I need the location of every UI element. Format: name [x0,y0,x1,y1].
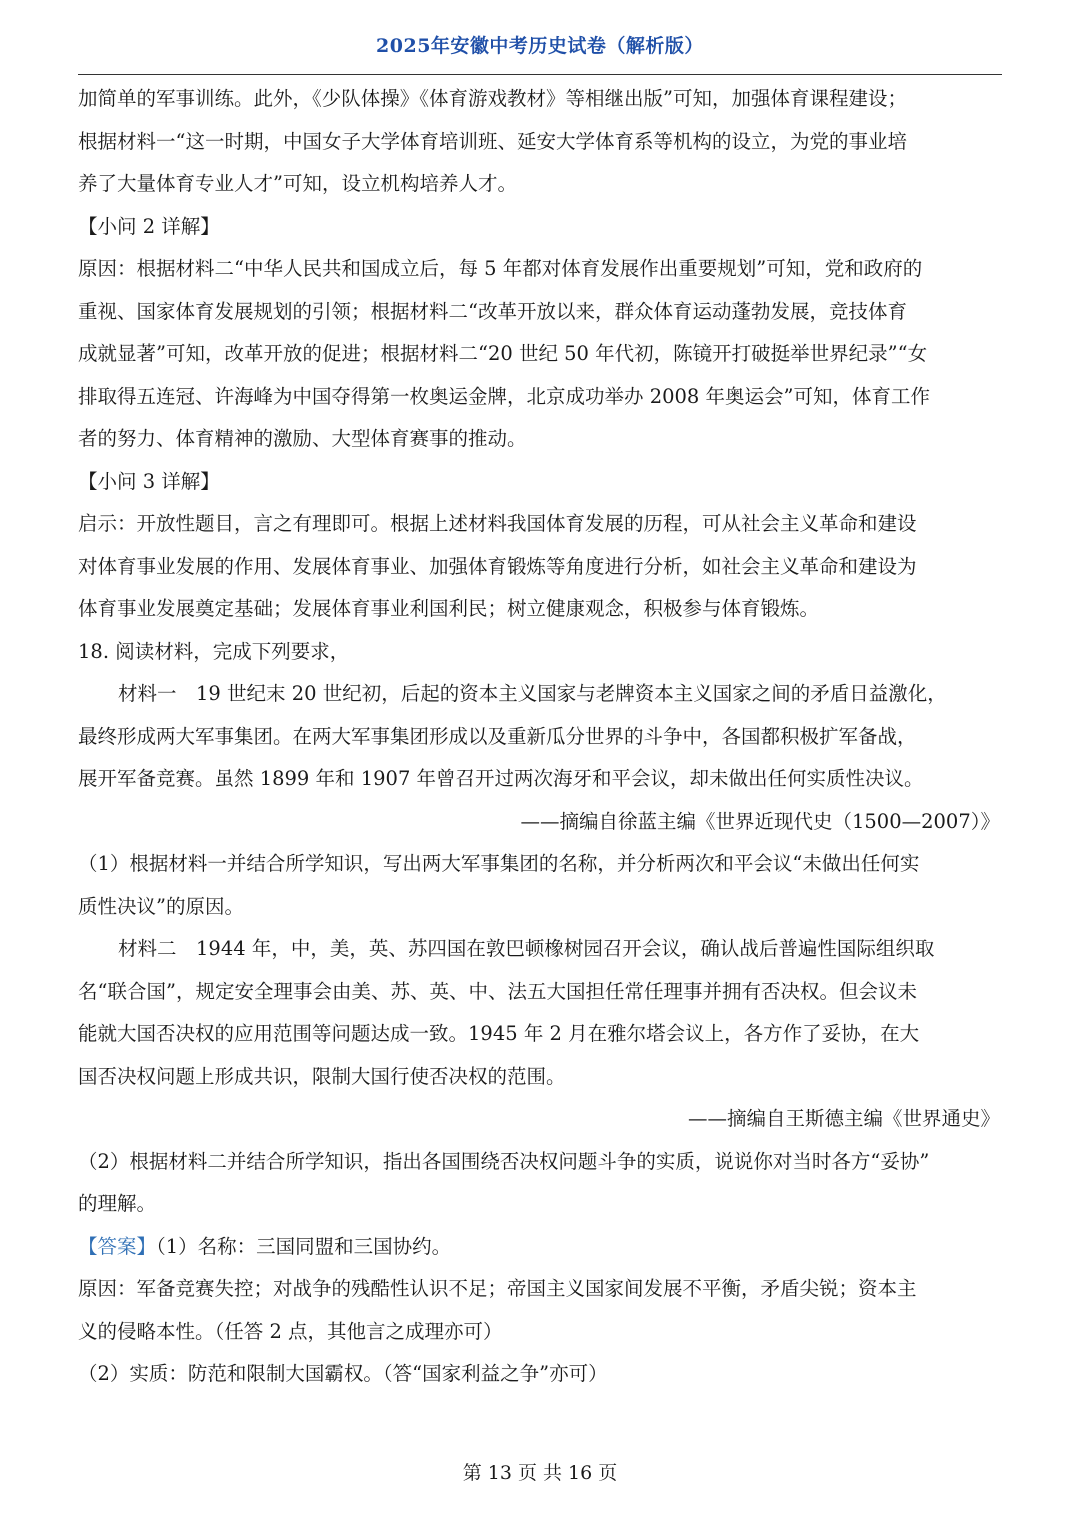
question-title: 18. 阅读材料，完成下列要求， [78,639,350,663]
material-line: 材料一 19 世纪末 20 世纪初，后起的资本主义国家与老牌资本主义国家之间的矛盾日益激化， [118,682,947,705]
source-citation: ——摘编自王斯德主编《世界通史》 [687,1107,1000,1130]
question-line: （2）根据材料二并结合所学知识，指出各国围绕否决权问题斗争的实质，说说你对当时各方“妥协” [78,1149,930,1173]
text-line: 体育事业发展奠定基础；发展体育事业利国利民；树立健康观念，积极参与体育锻炼。 [78,597,820,620]
text-line: 养了大量体育专业人才”可知，设立机构培养人才。 [78,172,517,195]
text-line: 者的努力、体育精神的激励、大型体育赛事的推动。 [78,427,527,450]
material-line: 最终形成两大军事集团。在两大军事集团形成以及重新瓜分世界的斗争中，各国都积极扩军备战， [78,724,917,748]
question-line: 的理解。 [78,1192,157,1215]
answer-line [78,1226,1002,1269]
question-line: 质性决议”的原因。 [78,894,244,918]
answer-text: （1）名称：三国同盟和三国协约。 [156,1234,452,1258]
document-title: 2025年安徽中考历史试卷（解析版） [376,35,704,57]
material-line: 展开军备竞赛。虽然 1899 年和 1907 年曾召开过两次海牙和平会议，却未做出任何实质性决议。 [78,767,924,790]
text-line: 成就显著”可知，改革开放的促进；根据材料二“20 世纪 50 年代初，陈镜开打破挺举世界纪录”“女 [78,342,928,365]
section-heading: 【小问 3 详解】 [78,469,220,493]
question-line: （1）根据材料一并结合所学知识，写出两大军事集团的名称，并分析两次和平会议“未做出任何实 [78,852,920,875]
text-line: 根据材料一“这一时期，中国女子大学体育培训班、延安大学体育系等机构的设立，为党的事业培 [78,129,907,153]
page-number: 第 13 页 共 16 页 [462,1462,618,1484]
answer-line: 原因：军备竞赛失控；对战争的残酷性认识不足；帝国主义国家间发展不平衡，矛盾尖锐；资本主 [78,1277,917,1300]
text-line: 对体育事业发展的作用、发展体育事业、加强体育锻炼等角度进行分析，如社会主义革命和建设为 [78,554,917,578]
answer-line: （2）实质：防范和限制大国霸权。（答“国家利益之争”亦可） [78,1362,608,1385]
text-line: 原因：根据材料二“中华人民共和国成立后，每 5 年都对体育发展作出重要规划”可知，党和政府的 [78,257,923,280]
text-line: 重视、国家体育发展规划的引领；根据材料二“改革开放以来，群众体育运动蓬勃发展，竞技体育 [78,299,907,323]
material-line: 能就大国否决权的应用范围等问题达成一致。1945 年 2 月在雅尔塔会议上，各方作了妥协，在大 [78,1022,920,1045]
source-citation: ——摘编自徐蓝主编《世界近现代史（1500—2007）》 [520,809,1000,833]
page-body [78,78,1002,1396]
text-line: 加简单的军事训练。此外，《少队体操》《体育游戏教材》等相继出版”可知，加强体育课程建设； [78,87,907,110]
answer-line: 义的侵略本性。（任答 2 点，其他言之成理亦可） [78,1319,503,1343]
material-line: 国否决权问题上形成共识，限制大国行使否决权的范围。 [78,1064,566,1088]
text-line: 启示：开放性题目，言之有理即可。根据上述材料我国体育发展的历程，可从社会主义革命和建设 [78,512,917,535]
section-heading: 【小问 2 详解】 [78,214,220,238]
text-line: 排取得五连冠、许海峰为中国夺得第一枚奥运金牌，北京成功举办 2008 年奥运会”可知，体育工作 [78,384,930,408]
material-line: 名“联合国”，规定安全理事会由美、苏、英、中、法五大国担任常任理事并拥有否决权。但会议未 [78,979,917,1003]
material-line: 材料二 1944 年，中，美，英、苏四国在敦巴顿橡树园召开会议，确认战后普遍性国际组织取 [118,937,935,960]
answer-tag: 【答案】 [78,1234,157,1258]
page-header [78,28,1002,75]
